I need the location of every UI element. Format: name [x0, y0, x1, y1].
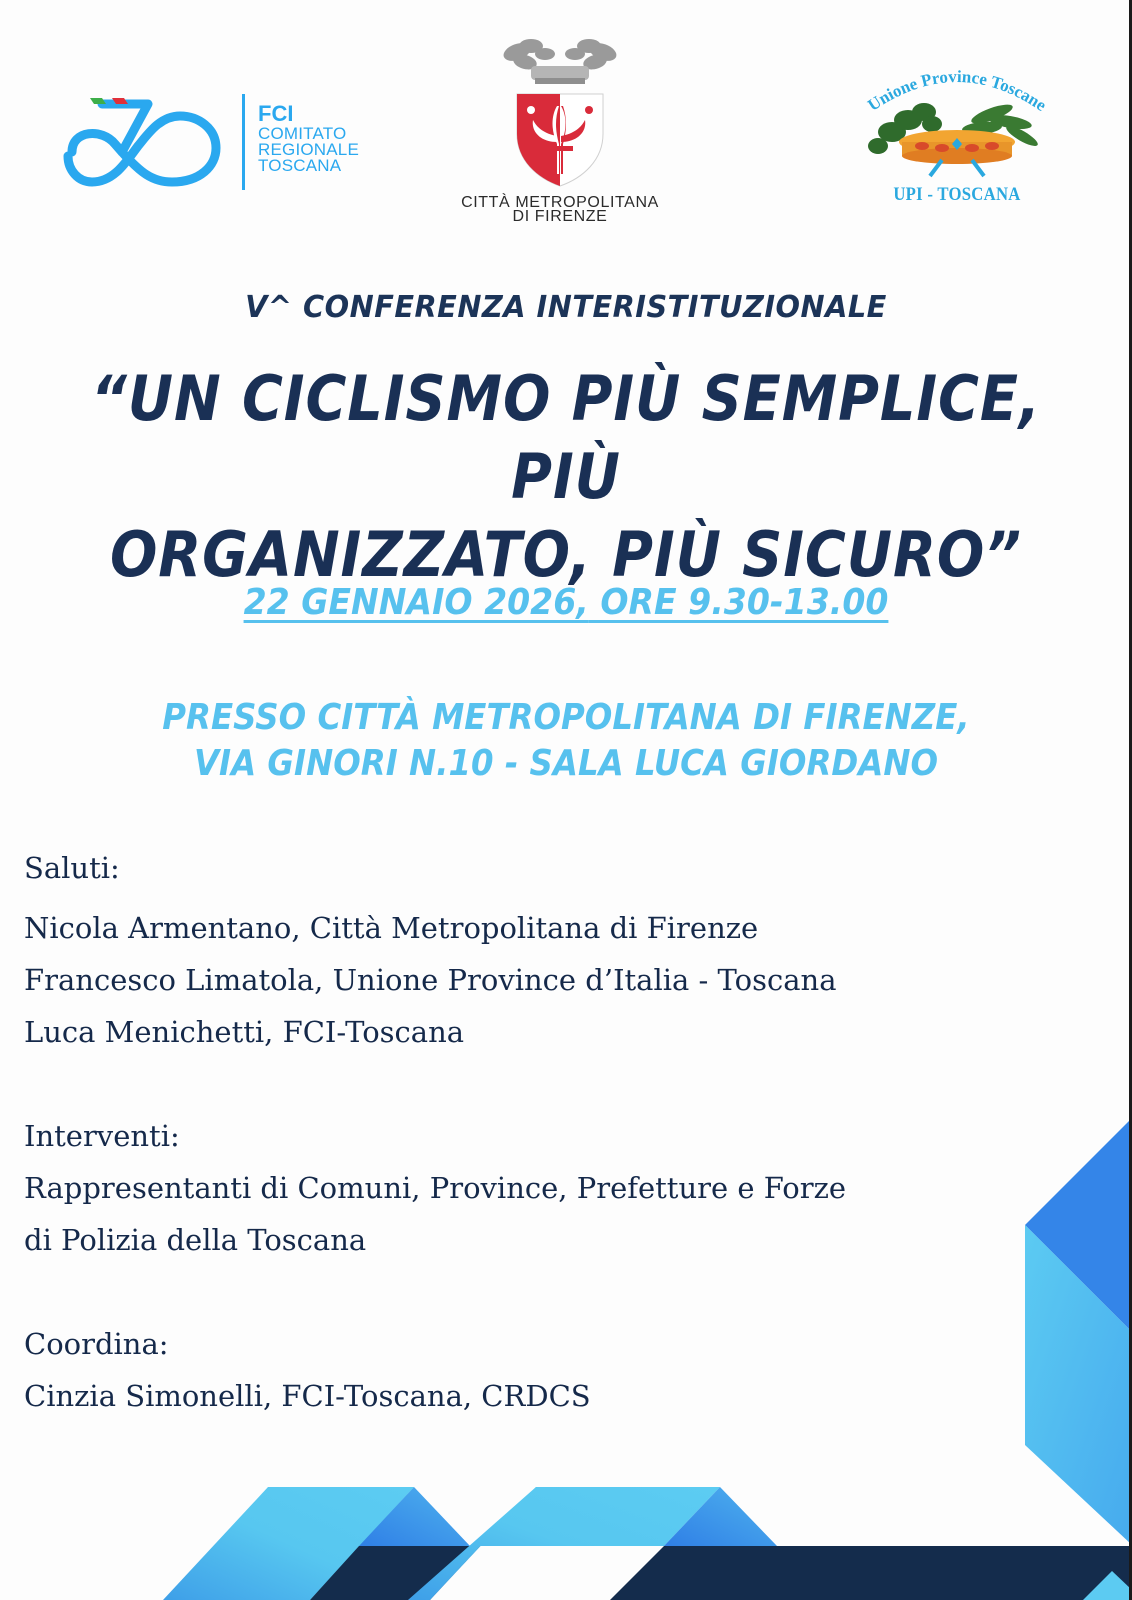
event-title [57, 360, 1076, 594]
bottom-shape-4 [430, 1487, 720, 1600]
florence-lily-crest-icon [495, 34, 625, 190]
right-parallelogram-shape [1025, 1225, 1132, 1545]
saluti-item: Luca Menichetti, FCI-Toscana [24, 1015, 465, 1049]
event-venue [57, 695, 1076, 787]
edition-heading: V^ CONFERENZA INTERISTITUZIONALE [245, 290, 887, 325]
svg-text:Unione Province Toscane [864, 67, 1050, 115]
saluti-item: Francesco Limatola, Unione Province d’Italia - Toscana [24, 963, 837, 997]
citta-metropolitana-text [455, 196, 665, 224]
venue-line: PRESSO CITTÀ METROPOLITANA DI FIRENZE, [162, 697, 970, 738]
event-date-time: ORE 9.30-13.00 [588, 582, 889, 623]
bottom-band [610, 1546, 1132, 1600]
interventi-item: Rappresentanti di Comuni, Province, Prefetture e Forze [24, 1171, 847, 1205]
venue-line: VIA GINORI N.10 - SALA LUCA GIORDANO [193, 743, 939, 784]
bottom-shape-1 [163, 1487, 414, 1600]
fci-title: FCI [258, 101, 294, 126]
saluti-label: Saluti: [24, 851, 120, 885]
event-date-day: 22 GENNAIO 2026, [243, 582, 589, 623]
coordina-label: Coordina: [24, 1327, 169, 1361]
bottom-shape-3 [310, 1546, 480, 1600]
fci-divider [242, 94, 245, 190]
saluti-item: Nicola Armentano, Città Metropolitana di Firenze [24, 911, 759, 945]
event-date [45, 582, 1086, 623]
bicycle-infinity-icon [60, 94, 226, 194]
bottom-shape-5 [664, 1487, 777, 1546]
bottom-shape-2 [359, 1487, 470, 1546]
citta-metropolitana-logo [455, 34, 665, 234]
fci-subtitle-line: REGIONALE [258, 140, 359, 159]
fci-subtitle-line: TOSCANA [258, 156, 342, 175]
metro-text-line: CITTÀ METROPOLITANA [461, 194, 659, 211]
event-title-line: ORGANIZZATO, PIÙ SICURO” [109, 518, 1023, 591]
upi-arc-text: Unione Province Toscane [864, 66, 1050, 115]
metro-text-line: DI FIRENZE [512, 208, 608, 225]
upi-label: UPI - TOSCANA [893, 184, 1021, 205]
interventi-label: Interventi: [24, 1119, 180, 1153]
right-triangle-shape [1025, 1118, 1132, 1332]
event-title-line: “UN CICLISMO PIÙ SEMPLICE, PIÙ [90, 362, 1042, 513]
program [24, 842, 984, 1422]
fci-wordmark [258, 102, 359, 174]
bottom-right-shape [1083, 1571, 1132, 1600]
upi-toscana-logo [862, 62, 1052, 212]
coordina-item: Cinzia Simonelli, FCI-Toscana, CRDCS [24, 1379, 591, 1413]
crown-laurel-icon [862, 62, 1052, 182]
fci-logo [60, 94, 380, 194]
interventi-item: di Polizia della Toscana [24, 1223, 367, 1257]
fci-subtitle-line: COMITATO [258, 124, 347, 143]
